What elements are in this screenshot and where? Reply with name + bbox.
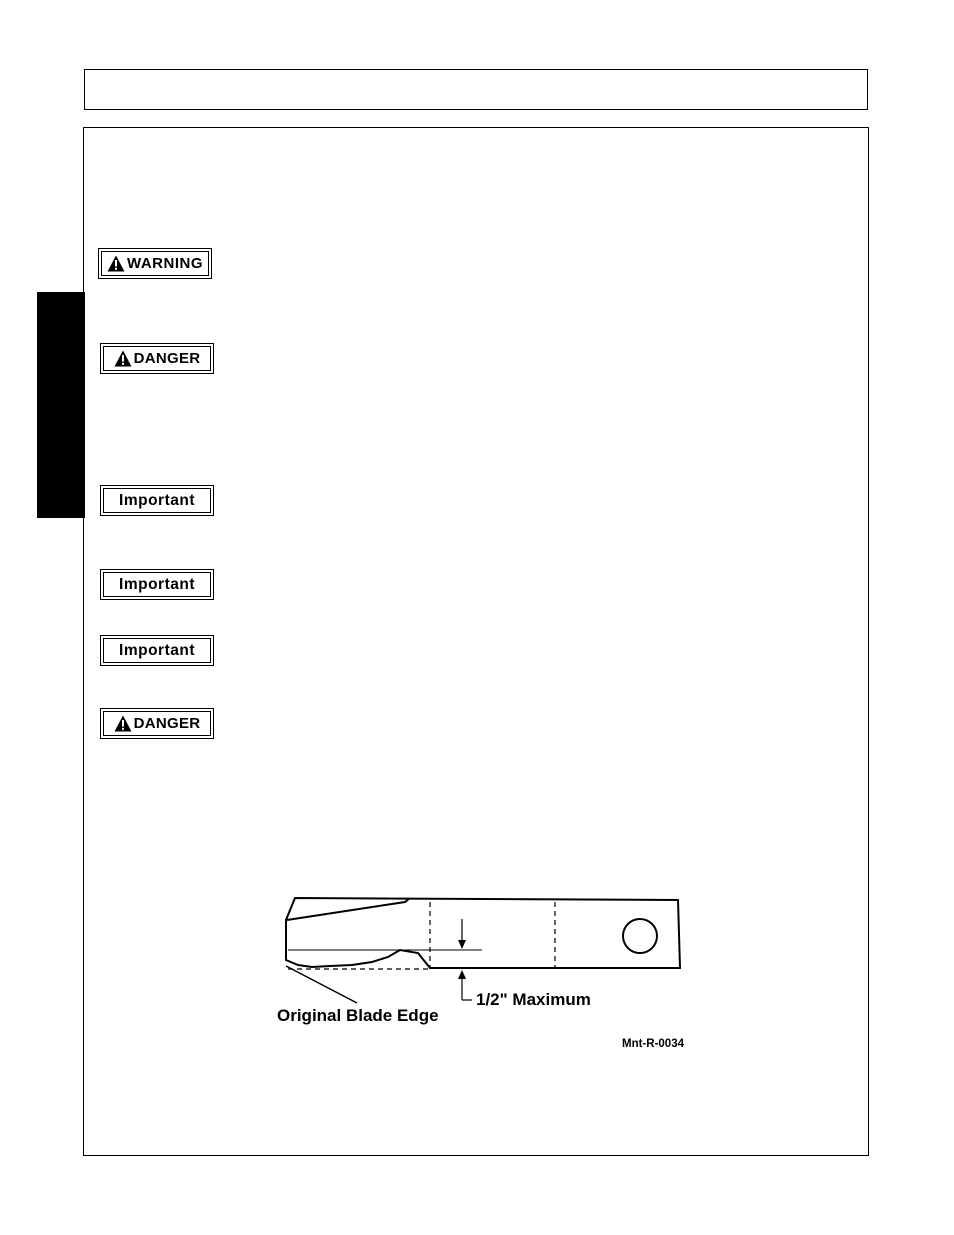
important-label-text: Important [119,641,195,659]
important-label [100,485,214,516]
important-label-text: Important [119,575,195,593]
original-edge-leader [286,966,357,1003]
mounting-hole [623,919,657,953]
figure-id: Mnt-R-0034 [622,1038,684,1050]
original-edge-caption: Original Blade Edge [277,1006,439,1025]
important-label-text: Important [119,491,195,509]
maximum-caption: 1/2" Maximum [476,990,591,1009]
blade-outline [286,898,680,968]
blade-bevel-line [287,898,410,920]
danger-triangle-icon [114,715,132,732]
blade-wear-diagram [270,880,710,1060]
important-label [100,569,214,600]
warning-triangle-icon [107,255,125,272]
danger-label-text: DANGER [133,715,201,732]
danger-label-text: DANGER [133,350,201,367]
warning-label-text: WARNING [127,255,203,272]
important-label [100,635,214,666]
warning-label [98,248,212,279]
header-box [84,69,868,110]
section-tab [37,292,85,518]
danger-label [100,343,214,374]
danger-triangle-icon [114,350,132,367]
danger-label [100,708,214,739]
